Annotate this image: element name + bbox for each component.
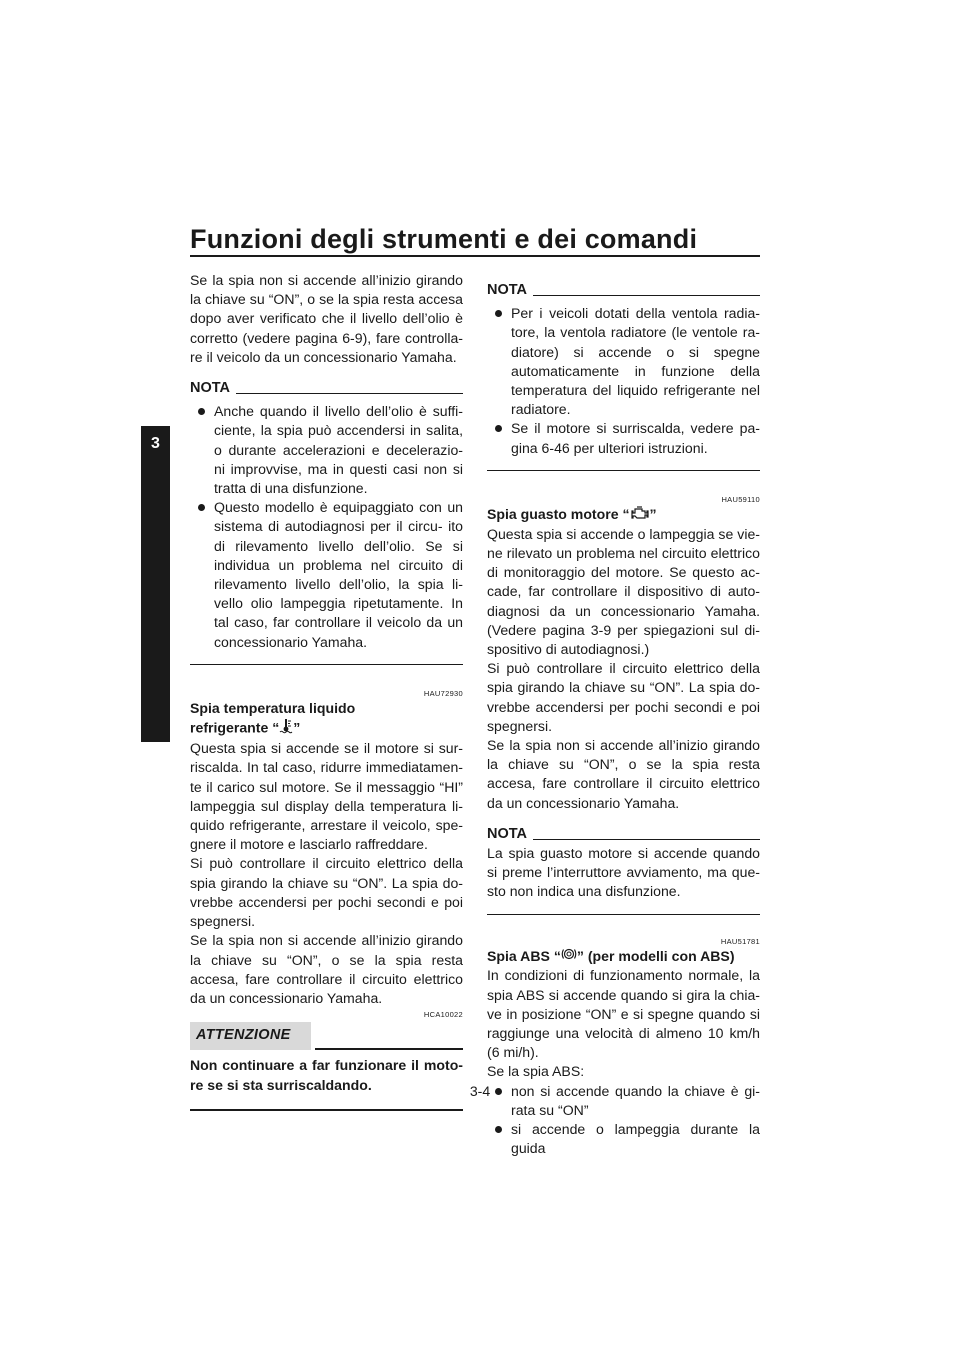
engine-trouble-icon (630, 506, 650, 525)
abs-paragraph-1: In condizioni di funzionamento normale, la spia ABS si accende quando si gira la chia- ve in posizione “ON” e si spegne quando si raggiunge una velocità di almeno 10 km/h (6 mi/h). (487, 967, 760, 1061)
title-rule (190, 255, 760, 257)
reference-code: HCA10022 (423, 1010, 463, 1020)
chapter-number: 3 (151, 435, 160, 452)
attenzione-heading (190, 1022, 463, 1050)
nota-list (487, 304, 760, 458)
coolant-temperature-icon (279, 718, 293, 739)
section-title-pre: refrigerante “ (190, 719, 280, 736)
nota-text: La spia guasto motore si accende quando si preme l’interruttore avviamento, ma que- sto non indica una disfunzione. (487, 844, 760, 900)
attenzione-label: ATTENZIONE (190, 1022, 311, 1050)
attenzione-text: Non continuare a far funzionare il moto- re se si sta surriscaldando. (190, 1057, 463, 1093)
section-title-engine (487, 505, 760, 525)
list-item: Se il motore si surriscalda, vedere pa- gina 6-46 per ulteriori istruzioni. (511, 419, 760, 457)
engine-paragraph-3: Se la spia non si accende all’inizio girando la chiave su “ON”, o se la spia resta accesa, fare controllare il circuito elettrico da un concessionario Yamaha. (487, 736, 760, 811)
abs-icon (561, 947, 577, 966)
page-title: Funzioni degli strumenti e dei comandi (190, 224, 698, 254)
section-title-post: ” (293, 719, 301, 736)
attenzione-rule (315, 1048, 463, 1050)
nota-label: NOTA (190, 380, 231, 397)
section-title-pre: Spia guasto motore “ (487, 505, 630, 522)
nota-rule (236, 393, 463, 394)
nota-end-rule (487, 914, 760, 915)
list-item: Questo modello è equipaggiato con un sistema di autodiagnosi per il circu- ito di rilevamento livello dell’olio. Se si individua un problema nel circuito di rilevamento livello dell’olio, la spia li- vello olio lampeggia ripetutamente. In tal caso, far controllare il veicolo da un concessionario Yamaha. (214, 498, 463, 652)
nota-label: NOTA (487, 282, 528, 298)
engine-paragraph-1: Questa spia si accende o lampeggia se vie- ne rilevato un problema nel circuito elettrico di monitoraggio del motore. Se questo ac- cade, far controllare il dispositivo di auto- diagnosi da un concessionario Yamaha. (Vedere pagina 3-9 per spiegazioni sul di- spositivo di autodiagnosi.) (487, 525, 760, 657)
nota-end-rule (487, 470, 760, 471)
abs-paragraph-2: Se la spia ABS: (487, 1063, 585, 1080)
chapter-tab (141, 426, 170, 742)
nota-rule (533, 295, 760, 296)
attenzione-end-rule (190, 1109, 463, 1111)
section-title-coolant (190, 699, 463, 739)
list-item: si accende o lampeggia durante la guida (511, 1120, 760, 1158)
list-item: Anche quando il livello dell’olio è suffi- ciente, la spia può accendersi in salita, o durante accelerazioni e decelerazio- ni improvvise, ma in questi casi non si tratta di una disfunzione. (214, 402, 463, 498)
section-title-post: ” (649, 505, 657, 522)
section-title-line: Spia temperatura liquido (190, 699, 356, 716)
section-title-post: ” (per modelli con ABS) (576, 947, 735, 964)
right-column (487, 281, 760, 1158)
reference-code: HAU59110 (721, 494, 760, 504)
coolant-paragraph-1: Questa spia si accende se il motore si sur- riscalda. In tal caso, ridurre immediatamen- te il carico sul motore. Se il messaggio “HI” lampeggia sul display della temperatura li- quido refrigerante, arrestare il veicolo, spe- gnere il motore e lasciarlo raffreddare. (190, 740, 463, 853)
page-number: 3-4 (469, 1083, 491, 1099)
reference-code: HAU72930 (423, 688, 463, 698)
left-column (190, 271, 463, 1111)
nota-heading (190, 379, 463, 398)
coolant-paragraph-3: Se la spia non si accende all’inizio girando la chiave su “ON”, o se la spia resta accesa, fare controllare il circuito elettrico da un concessionario Yamaha. (190, 932, 463, 1006)
engine-paragraph-2: Si può controllare il circuito elettrico della spia girando la chiave su “ON”. La spia do- vrebbe accendersi per pochi secondi e poi spegnersi. (487, 660, 760, 734)
nota-heading (487, 281, 760, 300)
section-title-abs (487, 947, 760, 967)
nota-rule (533, 839, 760, 840)
nota-end-rule (190, 664, 463, 665)
nota-list (190, 402, 463, 652)
nota-label: NOTA (487, 825, 528, 842)
section-title-pre: Spia ABS “ (487, 947, 561, 964)
reference-code: HAU51781 (720, 936, 760, 946)
list-item: non si accende quando la chiave è gi- rata su “ON” (511, 1082, 760, 1120)
nota-heading (487, 825, 760, 844)
list-item: Per i veicoli dotati della ventola radia- tore, la ventola radiatore (le ventole ra- diatore) si accende o si spegne automaticamente in funzione della temperatura del liquido refrigerante nel radiatore. (511, 304, 760, 419)
coolant-paragraph-2: Si può controllare il circuito elettrico della spia girando la chiave su “ON”. La spia do- vrebbe accendersi per pochi secondi e poi spegnersi. (190, 855, 463, 930)
oil-warning-paragraph: Se la spia non si accende all’inizio girando la chiave su “ON”, o se la spia resta accesa dopo aver verificato che il livello dell’olio è corretto (vedere pagina 6-9), fare controlla- re il veicolo da un concessionario Yamaha. (190, 272, 463, 365)
